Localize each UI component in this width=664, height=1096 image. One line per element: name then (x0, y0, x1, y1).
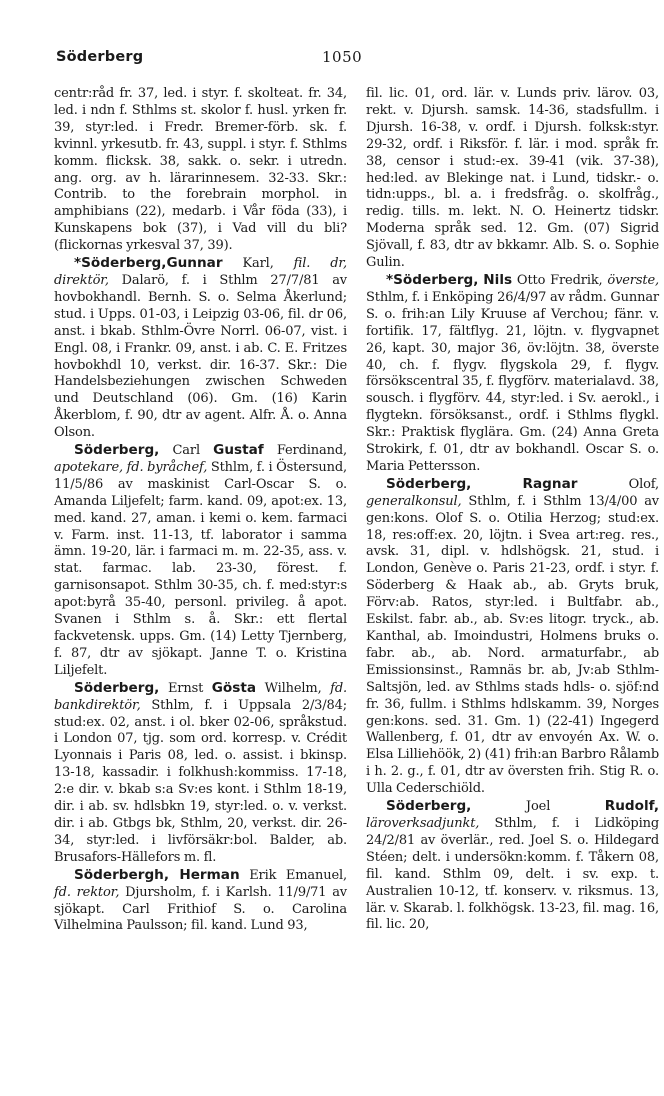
entry-title: läroverksadjunkt, (366, 815, 480, 831)
entry-given-names: Erik Emanuel, (239, 867, 347, 883)
entry-given-names: Karl, (222, 256, 294, 272)
entry-surname: Söderberg, (74, 442, 160, 459)
entry-text: Djursholm, f. i Karlsh. 11/9/71 av sjökapt. Carl Frithiof S. o. Carolina Vilhelmina Paulsson; fil. kand. Lund 93, (54, 884, 347, 934)
entry-surname: Söderberg, (74, 679, 160, 696)
left-column (54, 86, 347, 935)
entry-given-names: Joel (471, 799, 605, 815)
right-column (366, 86, 659, 934)
biography-entry (366, 476, 659, 798)
entry-text: Sthlm, f. i Östersund, 11/5/86 av maskinist Carl-Oscar S. o. Amanda Liljefelt; farm. kand. 09, apot:ex. 13, med. kand. 27, aman. i kemi o. kem. farmaci v. Farm. inst. 11-13, tf. laborator i samma ämn. 19-20, lär. i farmaci m. m. 22-35, ass. v. stat. farmac. lab. 23-30, förest. f. garnisonsapot. Sthlm 30-35, ch. f. med:styr:s apot:byrå 35-40, personl. privileg. å apot. Svanen i Sthlm s. å. Skr.: ett flertal fackvetensk. upps. Gm. (14) Letty Tjernberg, f. 87, dtr av sjökapt. Janne T. o. Kristina Liljefelt. (54, 459, 347, 678)
biography-entry (54, 867, 347, 936)
entry-title: överste, (607, 272, 659, 288)
entry-given-names: Otto Fredrik, (512, 272, 608, 288)
entry-given-names: Carl (159, 443, 214, 459)
entry-title: fd. rektor, (54, 884, 120, 900)
entry-given-names: Ernst (159, 680, 212, 696)
entry-text: centr:råd fr. 37, led. i styr. f. skolteat. fr. 34, led. i ndn f. Sthlms st. skolor f. husl. yrken fr. 39, styr:led. i Fredr. Bremer-förb. sk. f. kvinnl. yrkesutb. fr. 43, suppl. i styr. f. Sthlms komm. flicksk. 38, sakk. o. sekr. i utredn. ang. org. av h. lärarinnesem. 32-33. Skr.: Contrib. to the forebrain morphol. in amphibians (22), medarb. i Vår föda (33), i Kunskapens bok (37), i Vad vill du bli? (flickornas yrkesval 37, 39). (54, 86, 347, 254)
biography-entry (54, 442, 347, 680)
entry-continuation (54, 86, 347, 255)
entry-text: Sthlm, f. i Lidköping 24/2/81 av överlär., red. Joel S. o. Hildegard Stéen; delt. i undersökn:komm. f. Tåkern 08, fil. kand. Sthlm 09, delt. i sv. exp. t. Australien 10-12, tf. konserv. v. riksmus. 13, lär. v. Skarab. l. folkhögsk. 13-23, fil. mag. 16, fil. lic. 20, (366, 815, 659, 933)
entry-surname: *Söderberg, (74, 255, 167, 272)
entry-text: Sthlm, f. i Sthlm 13/4/00 av gen:kons. Olof S. o. Otilia Herzog; stud:ex. 18, res:off:ex. 20, löjtn. i Svea art:reg. res., avsk. 31, dipl. v. hdlshögsk. 21, stud. i London, Genève o. Paris 21-23, ordf. i styr. f. Söderberg & Haak ab., ab. Gryts bruk, Förv:ab. Ratos, styr:led. i Bultfabr. ab., Eskilst. fabr. ab., ab. Sv:es litogr. tryck., ab. Kanthal, ab. Imoindustri, Holmens bruks o. fabr. ab., ab. Nord. armaturfabr., ab Emissionsinst., Ramnäs br. ab, Jv:ab Sthlm-Saltsjön, led. av Sthlms stads hdls- o. sjöf:nd fr. 36, fullm. i Sthlms hdlskamm. 39, Norges gen:kons. sed. 31. Gm. 1) (22-41) Ingegerd Wallenberg, f. 01, dtr av envoyén Ax. W. o. Elsa Lilliehöök, 2) (41) frih:an Barbro Rålamb i h. 2. g., f. 01, dtr av översten frih. Stig R. o. Ulla Cederschiöld. (366, 493, 659, 797)
entry-first-name: Rudolf, (604, 798, 659, 815)
biography-entry (54, 255, 347, 442)
running-header-name: Söderberg (56, 49, 144, 65)
entry-title: apotekare, fd. byråchef, (54, 459, 208, 475)
entry-first-name: Nils (483, 271, 513, 288)
entry-title: generalkonsul, (366, 493, 462, 509)
page-number: 1050 (322, 48, 363, 66)
entry-text: Sthlm, f. i Uppsala 2/3/84; stud:ex. 02, anst. i ol. bker 02-06, språkstud. i London 07, tjg. som ord. korresp. v. Crédit Lyonnais i Paris 08, led. o. assist. i bkinsp. 13-18, kassadir. i folkhush:kommiss. 17-18, 2:e dir. v. bkab s:a Sv:es kont. i Sthlm 18-19, dir. i ab. sv. hdlsbkn 19, styr:led. o. v. verkst. dir. i ab. Gtbgs bk, Sthlm, 20, verkst. dir. 26-34, styr:led. i livförsäkr:bol. Balder, ab. Brusafors-Hällefors m. fl. (54, 697, 347, 865)
entry-title: fd. bankdirektör, (54, 680, 347, 713)
entry-given-names: Wilhelm, (256, 680, 331, 696)
entry-title: fil. dr, direktör, (54, 256, 347, 288)
entry-text: Sthlm, f. i Enköping 26/4/97 av rådm. Gunnar S. o. frih:an Lily Kruuse af Verchou; fänr. v. fortifik. 17, fältflyg. 21, löjtn. v. flygvapnet 26, kapt. 30, major 36, öv:löjtn. 38, överste 40, ch. f. flygv. flygskola 29, f. flygv. försökscentral 35, f. flygförv. materialavd. 38, sousch. i flygförv. 44, styr:led. i Sv. aerokl., i flygtekn. försöksanst., ordf. i Sthlms flygkl. Skr.: Praktisk flyglära. Gm. (24) Anna Greta Strokirk, f. 01, dtr av bokhandl. Oscar S. o. Maria Pettersson. (366, 289, 659, 474)
entry-given-names (471, 477, 522, 492)
entry-surname: Söderberg, (386, 798, 472, 815)
entry-continuation (366, 86, 659, 272)
entry-surname: Söderberg, (386, 475, 472, 492)
entry-given-names: Olof, (577, 476, 659, 492)
biography-entry (54, 680, 347, 867)
biography-entry (366, 798, 659, 934)
entry-surname: Söderbergh, Herman (74, 866, 240, 883)
entry-given-names: Ferdinand, (263, 443, 347, 459)
entry-surname: *Söderberg, (386, 271, 479, 288)
entry-first-name: Gösta (211, 679, 257, 696)
entry-text: Dalarö, f. i Sthlm 27/7/81 av hovbokhandl. Bernh. S. o. Selma Åkerlund; stud. i Upps. 01-03, i Leipzig 03-06, fil. dr 06, anst. i bkab. Sthlm-Övre Norrl. 06-07, vist. i Engl. 08, i Frankr. 09, anst. i ab. C. E. Fritzes hovbokhdl 10, verkst. dir. 16-37. Skr.: Die Handelsbeziehungen zwischen Schweden und Deutschland (06). Gm. (16) Karin Åkerblom, f. 90, dtr av agent. Alfr. Å. o. Anna Olson. (54, 272, 347, 441)
entry-first-name: Gustaf (213, 442, 264, 459)
biography-entry (366, 272, 659, 476)
entry-first-name: Ragnar (522, 475, 578, 492)
entry-first-name: Gunnar (166, 255, 223, 272)
entry-text: fil. lic. 01, ord. lär. v. Lunds priv. lärov. 03, rekt. v. Djursh. samsk. 14-36, stadsfullm. i Djursh. 16-38, v. ordf. i Djursh. folksk:styr. 29-32, ordf. i Riksför. f. lär. i mod. språk fr. 38, censor i stud:-ex. 39-41 (vik. 37-38), hed:led. av Blekinge nat. i Lund, tidskr.- o. tidn:upps., bl. a. i fredsfråg. o. skolfråg., redig. tills. m. lekt. N. O. Heinertz tidskr. Moderna språk sed. 12. Gm. (07) Sigrid Sjövall, f. 83, dtr av bkkamr. Alb. S. o. Sophie Gulin. (366, 86, 659, 271)
